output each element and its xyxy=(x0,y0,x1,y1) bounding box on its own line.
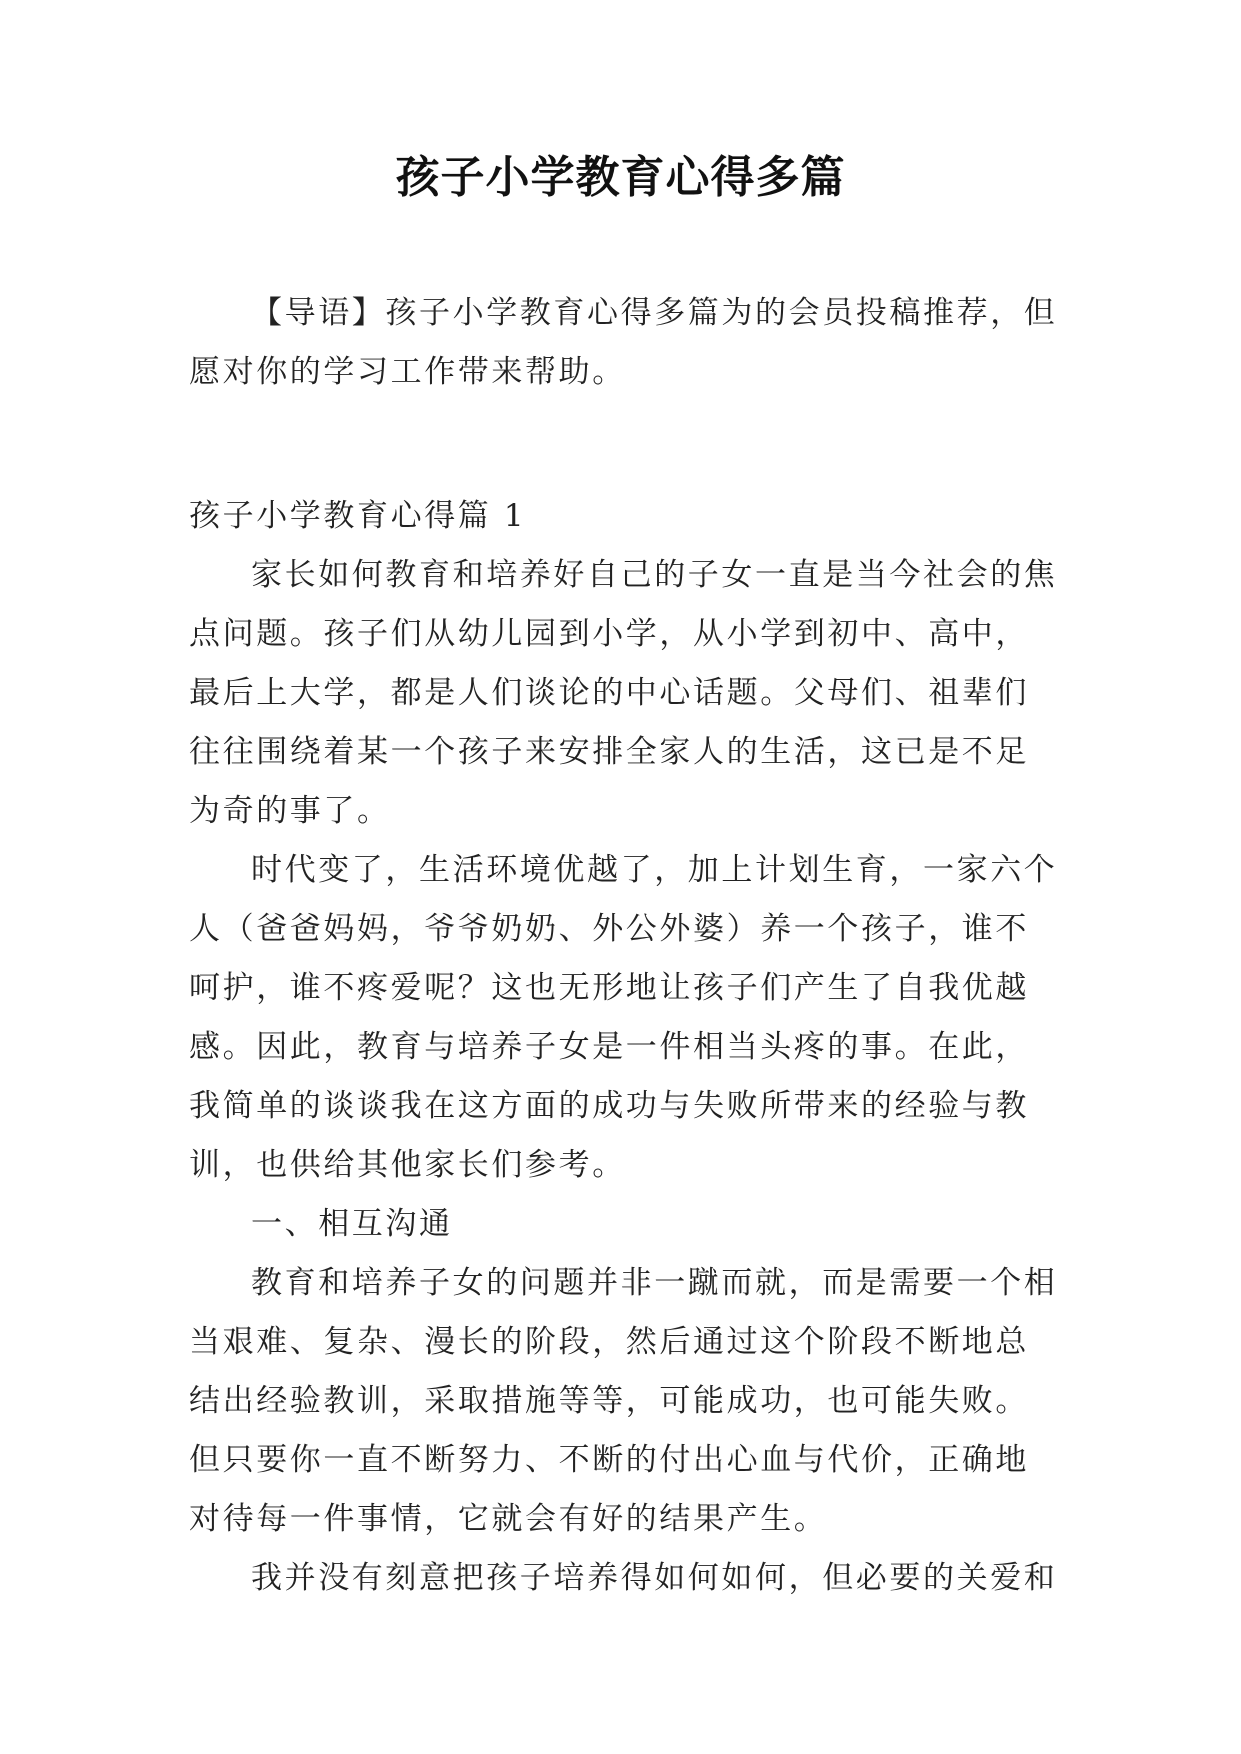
subsection-heading: 一、相互沟通 xyxy=(251,1206,453,1242)
body-paragraph: 教育和培养子女的问题并非一蹴而就，而是需要一个相当艰难、复杂、漫长的阶段，然后通过这个阶段不断地总结出经验教训，采取措施等等，可能成功，也可能失败。但只要你一直不断努力、不断的付出心血与代价，正确地对待每一件事情，它就会有好的结果产生。 xyxy=(189,1265,1058,1537)
document-body xyxy=(189,284,1059,1608)
body-paragraph: 家长如何教育和培养好自己的子女一直是当今社会的焦点问题。孩子们从幼儿园到小学，从小学到初中、高中，最后上大学，都是人们谈论的中心话题。父母们、祖辈们往往围绕着某一个孩子来安排全家人的生活，这已是不足为奇的事了。 xyxy=(189,557,1058,829)
section-heading: 孩子小学教育心得篇 1 xyxy=(189,498,527,534)
intro-paragraph: 【导语】孩子小学教育心得多篇为的会员投稿推荐，但愿对你的学习工作带来帮助。 xyxy=(189,295,1058,390)
document-title: 孩子小学教育心得多篇 xyxy=(395,152,846,203)
body-paragraph: 时代变了，生活环境优越了，加上计划生育，一家六个人（爸爸妈妈，爷爷奶奶、外公外婆）养一个孩子，谁不呵护，谁不疼爱呢？这也无形地让孩子们产生了自我优越感。因此，教育与培养子女是一件相当头疼的事。在此，我简单的谈谈我在这方面的成功与失败所带来的经验与教训，也供给其他家长们参考。 xyxy=(189,852,1058,1183)
section-spacer xyxy=(189,402,1059,487)
body-paragraph: 我并没有刻意把孩子培养得如何如何，但必要的关爱和 xyxy=(251,1560,1058,1596)
